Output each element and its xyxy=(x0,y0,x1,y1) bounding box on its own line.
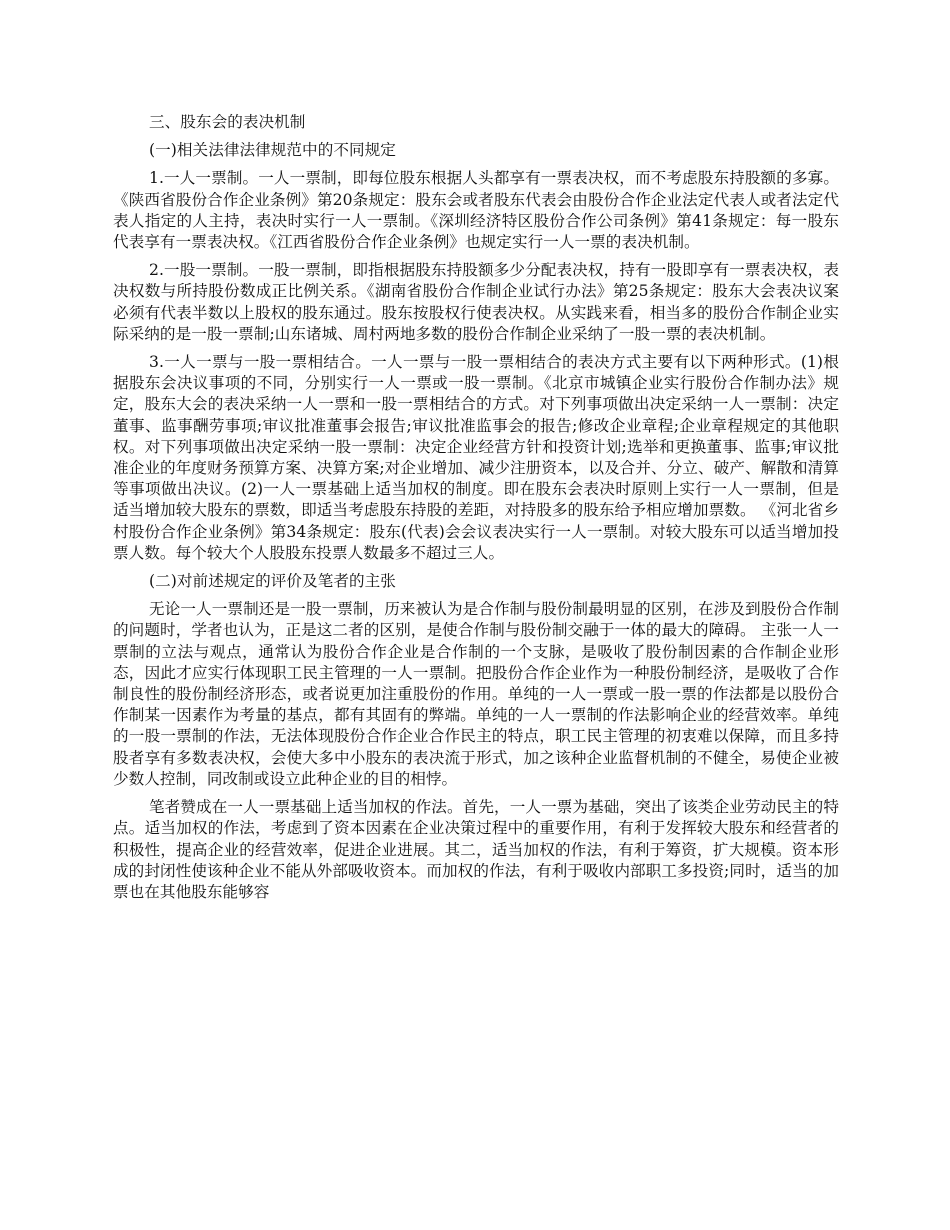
paragraph-evaluation: 无论一人一票制还是一股一票制，历来被认为是合作制与股份制最明显的区别，在涉及到股份合作制的问题时，学者也认为，正是这二者的区别，是使合作制与股份制交融于一体的最大的障碍。 主张一人一票制的立法与观点，通常认为股份合作企业是合作制的一个支脉，是吸收了股份制因素的合作制企业形态，因此才应实行体现职工民主管理的一人一票制。把股份合作企业作为一种股份制经济，是吸收了合作制良性的股份制经济形态，或者说更加注重股份的作用。单纯的一人一票或一股一票的作法都是以股份合作制某一因素作为考量的基点，都有其固有的弊端。单纯的一人一票制的作法影响企业的经营效率。单纯的一股一票制的作法，无法体现股份合作企业合作民主的特点，职工民主管理的初衷难以保障，而且多持股者享有多数表决权，会使大多中小股东的表决流于形式，加之该种企业监督机制的不健全，易使企业被少数人控制，同改制或设立此种企业的目的相悖。 xyxy=(113,600,839,788)
paragraph-author-position: 笔者赞成在一人一票基础上适当加权的作法。首先，一人一票为基础，突出了该类企业劳动民主的特点。适当加权的作法，考虑到了资本因素在企业决策过程中的重要作用，有利于发挥较大股东和经营者的积极性，提高企业的经营效率，促进企业进展。其二，适当加权的作法，有利于筹资，扩大规模。资本形成的封闭性使该种企业不能从外部吸收资本。而加权的作法，有利于吸收内部职工多投资;同时，适当的加票也在其他股东能够容 xyxy=(113,798,839,901)
document-body xyxy=(113,104,839,910)
paragraph-one-share-one-vote: 2.一股一票制。一股一票制，即指根据股东持股额多少分配表决权，持有一股即享有一票表决权，表决权数与所持股份数成正比例关系。《湖南省股份合作制企业试行办法》第25条规定：股东大会表决议案必须有代表半数以上股权的股东通过。股东按股权行使表决权。从实践来看，相当多的股份合作制企业实际采纳的是一股一票制;山东诸城、周村两地多数的股份合作制企业采纳了一股一票的表决机制。 xyxy=(113,261,839,343)
section-title: 三、股东会的表决机制 xyxy=(149,113,306,131)
paragraph-combined-voting: 3.一人一票与一股一票相结合。一人一票与一股一票相结合的表决方式主要有以下两种形式。(1)根据股东会决议事项的不同，分别实行一人一票或一股一票制。《北京市城镇企业实行股份合作制办法》规定，股东大会的表决采纳一人一票和一股一票相结合的方式。对下列事项做出决定采纳一人一票制：决定董事、监事酬劳事项;审议批准董事会报告;审议批准监事会的报告;修改企业章程;企业章程规定的其他职权。对下列事项做出决定采纳一股一票制：决定企业经营方针和投资计划;选举和更换董事、监事;审议批准企业的年度财务预算方案、决算方案;对企业增加、减少注册资本，以及合并、分立、破产、解散和清算等事项做出决议。(2)一人一票基础上适当加权的制度。即在股东会表决时原则上实行一人一票制，但是适当增加较大股东的票数，即适当考虑股东持股的差距，对持股多的股东给予相应增加票数。 《河北省乡村股份合作企业条例》第34条规定：股东(代表)会会议表决实行一人一票制。对较大股东可以适当增加投票人数。每个较大个人股股东投票人数最多不超过三人。 xyxy=(113,353,839,562)
paragraph-one-person-one-vote: 1.一人一票制。一人一票制，即每位股东根据人头都享有一票表决权，而不考虑股东持股额的多寡。《陕西省股份合作企业条例》第20条规定：股东会或者股东代表会由股份合作企业法定代表人或者法定代表人指定的人主持，表决时实行一人一票制。《深圳经济特区股份合作公司条例》第41条规定：每一股东代表享有一票表决权。《江西省股份合作企业条例》也规定实行一人一票的表决机制。 xyxy=(113,169,839,252)
subsection-title-1: (一)相关法律法律规范中的不同规定 xyxy=(149,141,396,160)
subsection-title-2: (二)对前述规定的评价及笔者的主张 xyxy=(149,572,396,591)
